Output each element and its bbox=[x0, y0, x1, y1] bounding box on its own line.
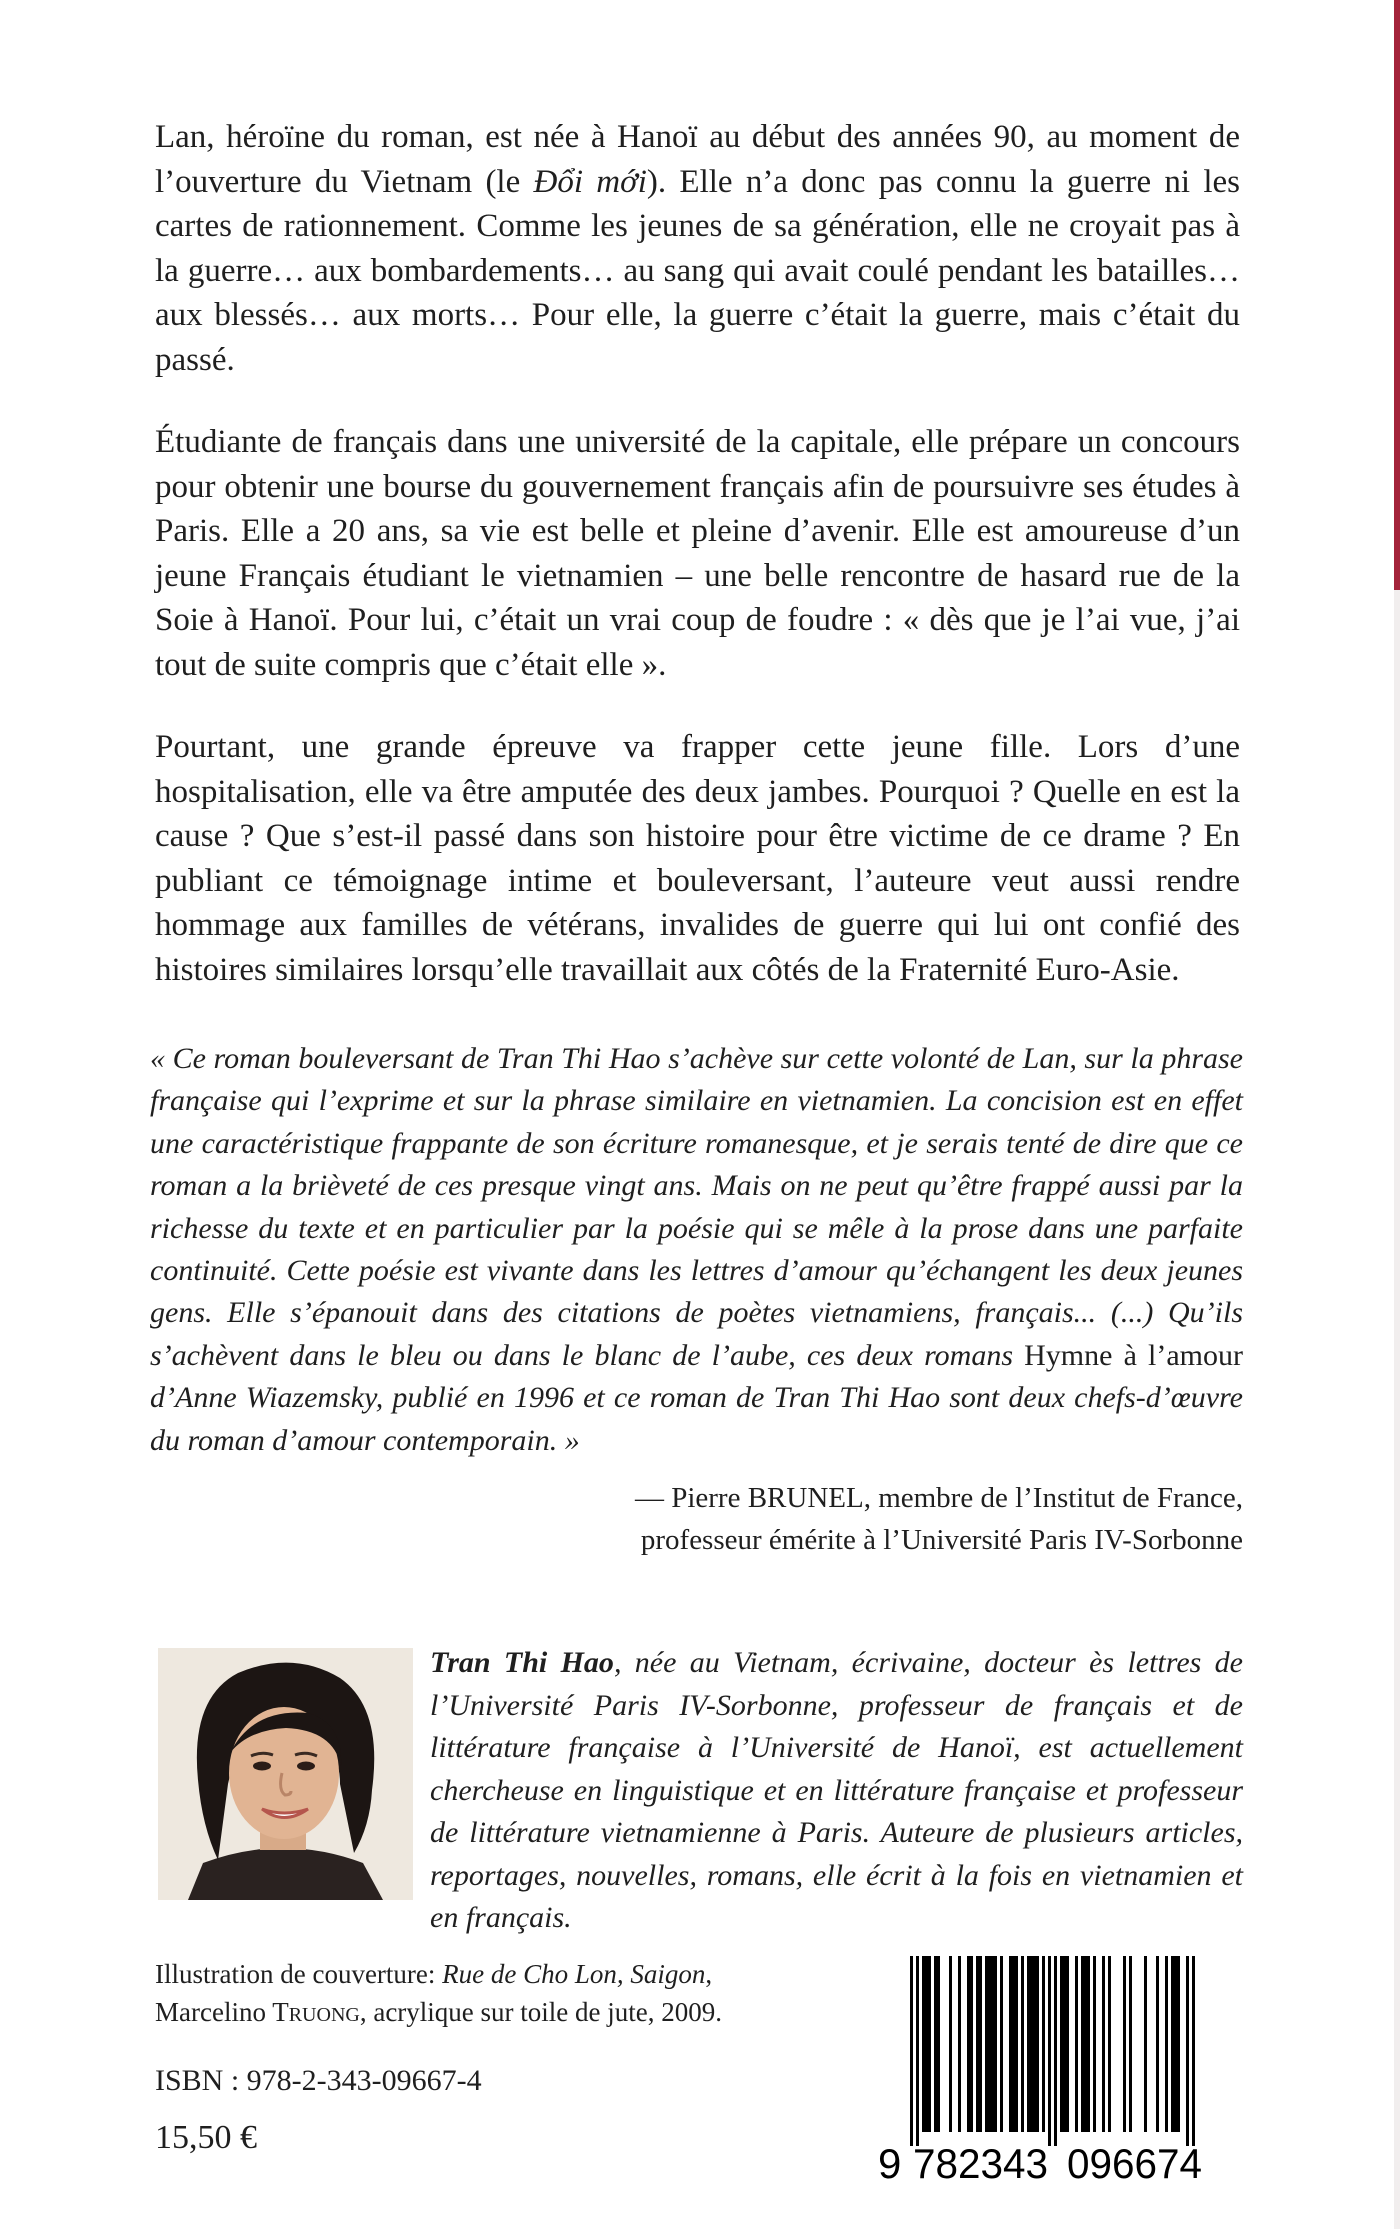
quote-text-part1: « Ce roman bouleversant de Tran Thi Hao s’achève sur cette volonté de Lan, sur la phrase française qui l’exprime et sur la phrase similaire en vietnamien. La concision est en effet une caractéristique frappante de son écriture romanesque, et je serais tenté de dire que ce roman a la brièveté de ces presque vingt ans. Mais on ne peut qu’être frappé aussi par la richesse du texte et en particulier par la poésie qui se mêle à la prose dans une parfaite continuité. Cette poésie est vivante dans les lettres d’amour qu’échangent les deux jeunes gens. Elle s’épanouit dans des citations de poètes vietnamiens, français... (...) Qu’ils s’achèvent dans le bleu ou dans le blanc de l’aube, ces deux romans bbox=[150, 1042, 1243, 1372]
barcode-bar bbox=[1015, 1956, 1018, 2132]
author-name: Tran Thi Hao bbox=[430, 1646, 614, 1679]
barcode-bar bbox=[1165, 1956, 1168, 2132]
barcode-bar bbox=[1102, 1956, 1105, 2132]
barcode-bar bbox=[1123, 1956, 1126, 2132]
isbn-number: ISBN : 978-2-343-09667-4 bbox=[155, 2064, 482, 2097]
barcode-bar bbox=[1174, 1956, 1177, 2132]
barcode-bar bbox=[976, 1956, 979, 2132]
barcode-bar bbox=[949, 1956, 952, 2132]
barcode-bar bbox=[1084, 1956, 1087, 2132]
spine-edge-accent bbox=[1394, 0, 1400, 590]
author-photo bbox=[158, 1648, 413, 1900]
barcode-digit-first: 9 bbox=[878, 2140, 902, 2187]
credit-medium: , acrylique sur toile de jute, 2009. bbox=[359, 1997, 722, 2027]
barcode-bar bbox=[1009, 1956, 1012, 2132]
barcode-bar bbox=[928, 1956, 931, 2132]
credit-comma: , bbox=[705, 1959, 713, 1989]
barcode-bar bbox=[970, 1956, 973, 2132]
barcode-bar bbox=[910, 1956, 913, 2146]
barcode-bar bbox=[994, 1956, 997, 2132]
quote-text-part2: d’Anne Wiazemsky, publié en 1996 et ce roman de Tran Thi Hao sont deux chefs-d’œuvre du roman d’amour contemporain. » bbox=[150, 1381, 1243, 1457]
synopsis-paragraph-2: Étudiante de français dans une université de la capitale, elle prépare un concours pour obtenir une bourse du gouvernement français afin de poursuivre ses études à Paris. Elle a 20 ans, sa vie est belle et pleine d’avenir. Elle est amoureuse d’un jeune Français étudiant le vietnamien – une belle rencontre de hasard rue de la Soie à Hanoï. Pour lui, c’était un vrai coup de foudre : « dès que je l’ai vue, j’ai tout de suite compris que c’était elle ». bbox=[155, 424, 1240, 683]
isbn-barcode bbox=[870, 1950, 1250, 2190]
synopsis-paragraph-1 bbox=[155, 115, 1240, 383]
barcode-bar bbox=[985, 1956, 988, 2132]
barcode-bar bbox=[937, 1956, 940, 2132]
barcode-bar bbox=[958, 1956, 961, 2132]
barcode-bar bbox=[1081, 1956, 1084, 2132]
barcode-bar bbox=[1021, 1956, 1024, 2132]
barcode-digits-right: 096674 bbox=[1067, 2140, 1202, 2187]
price: 15,50 € bbox=[155, 2119, 257, 2156]
barcode-bar bbox=[1000, 1956, 1003, 2132]
barcode-bar bbox=[1027, 1956, 1030, 2132]
credit-artist-rest: RUONG bbox=[288, 2004, 360, 2026]
synopsis-paragraph-3: Pourtant, une grande épreuve va frapper cette jeune fille. Lors d’une hospitalisation, elle va être amputée des deux jambes. Pourquoi ? Quelle en est la cause ? Que s’est-il passé dans son histoire pour être victime de ce drame ? En publiant ce témoignage intime et bouleversant, l’auteure veut aussi rendre hommage aux familles de vétérans, invalides de guerre qui lui ont confié des histoires similaires lorsqu’elle travaillait aux côtés de la Fraternité Euro-Asie. bbox=[155, 729, 1240, 988]
attribution-line-2: professeur émérite à l’Université Paris IV-Sorbonne bbox=[640, 1524, 1243, 1556]
barcode-bar bbox=[988, 1956, 991, 2132]
barcode-bar bbox=[1012, 1956, 1015, 2132]
credit-work-title: Rue de Cho Lon, Saigon bbox=[442, 1959, 706, 1989]
barcode-bar bbox=[1060, 1956, 1063, 2132]
doi-moi-term: Đổi mới bbox=[533, 163, 647, 200]
barcode-bar bbox=[1066, 1956, 1069, 2132]
synopsis-p1-part2: ). Elle n’a donc pas connu la guerre ni les cartes de rationnement. Comme les jeunes de sa génération, elle ne croyait pas à la guerre… aux bombardements… au sang qui avait coulé pendant les batailles… aux blessés… aux morts… Pour elle, la guerre c’était la guerre, mais c’était du passé. bbox=[155, 163, 1240, 378]
credit-label: Illustration de couverture: bbox=[155, 1959, 443, 1989]
barcode-bar bbox=[1108, 1956, 1111, 2132]
barcode-bar bbox=[991, 1956, 994, 2132]
credit-line-1 bbox=[155, 1955, 722, 1993]
barcode-bar bbox=[1030, 1956, 1033, 2132]
barcode-bar bbox=[922, 1956, 925, 2132]
author-portrait-image bbox=[158, 1648, 413, 1900]
attribution-line-1: — Pierre BRUNEL, membre de l’Institut de France, bbox=[634, 1482, 1243, 1514]
synopsis-p1-part1: Lan, héroïne du roman, est née à Hanoï au début des années 90, au moment de l’ouverture du Vietnam (le bbox=[155, 119, 1240, 200]
barcode-bar bbox=[1144, 1956, 1147, 2132]
author-bio-text: , née au Vietnam, écrivaine, docteur ès lettres de l’Université Paris IV-Sorbonne, professeur de français et de littérature française à l’Université de Hanoï, est actuellement chercheuse en linguistique et en littérature française et professeur de littérature vietnamienne à Paris. Auteure de plusieurs articles, reportages, nouvelles, romans, elle écrit à la fois en vietnamien et en français. bbox=[430, 1646, 1243, 1934]
barcode-bar bbox=[1042, 1956, 1045, 2132]
barcode-bar bbox=[1192, 1956, 1195, 2146]
cover-illustration-credit bbox=[155, 1955, 722, 2034]
barcode-bar bbox=[1171, 1956, 1174, 2132]
barcode-graphic bbox=[870, 1950, 1250, 2190]
barcode-bar bbox=[1156, 1956, 1159, 2132]
barcode-bar bbox=[967, 1956, 970, 2132]
barcode-bar bbox=[979, 1956, 982, 2132]
barcode-bar bbox=[925, 1956, 928, 2132]
barcode-bar bbox=[1075, 1956, 1078, 2132]
quote-attribution bbox=[555, 1477, 1243, 1561]
barcode-bar bbox=[1054, 1956, 1057, 2146]
barcode-bar bbox=[1129, 1956, 1132, 2132]
barcode-bar bbox=[1093, 1956, 1096, 2132]
barcode-digits-left: 782343 bbox=[913, 2140, 1048, 2187]
review-quote bbox=[150, 1038, 1243, 1462]
author-bio bbox=[430, 1642, 1243, 1940]
barcode-bar bbox=[1036, 1956, 1039, 2132]
barcode-bar bbox=[1063, 1956, 1066, 2132]
quote-book-title: Hymne à l’amour bbox=[1024, 1338, 1243, 1372]
barcode-bar bbox=[1177, 1956, 1180, 2132]
barcode-bar bbox=[1087, 1956, 1090, 2132]
barcode-bar bbox=[916, 1956, 919, 2146]
barcode-bar bbox=[1186, 1956, 1189, 2146]
barcode-bar bbox=[934, 1956, 937, 2132]
credit-line-2 bbox=[155, 1993, 722, 2034]
barcode-bar bbox=[1048, 1956, 1051, 2146]
barcode-bars bbox=[910, 1956, 1195, 2146]
barcode-bar bbox=[1033, 1956, 1036, 2132]
credit-artist-first: Marcelino T bbox=[155, 1997, 289, 2027]
